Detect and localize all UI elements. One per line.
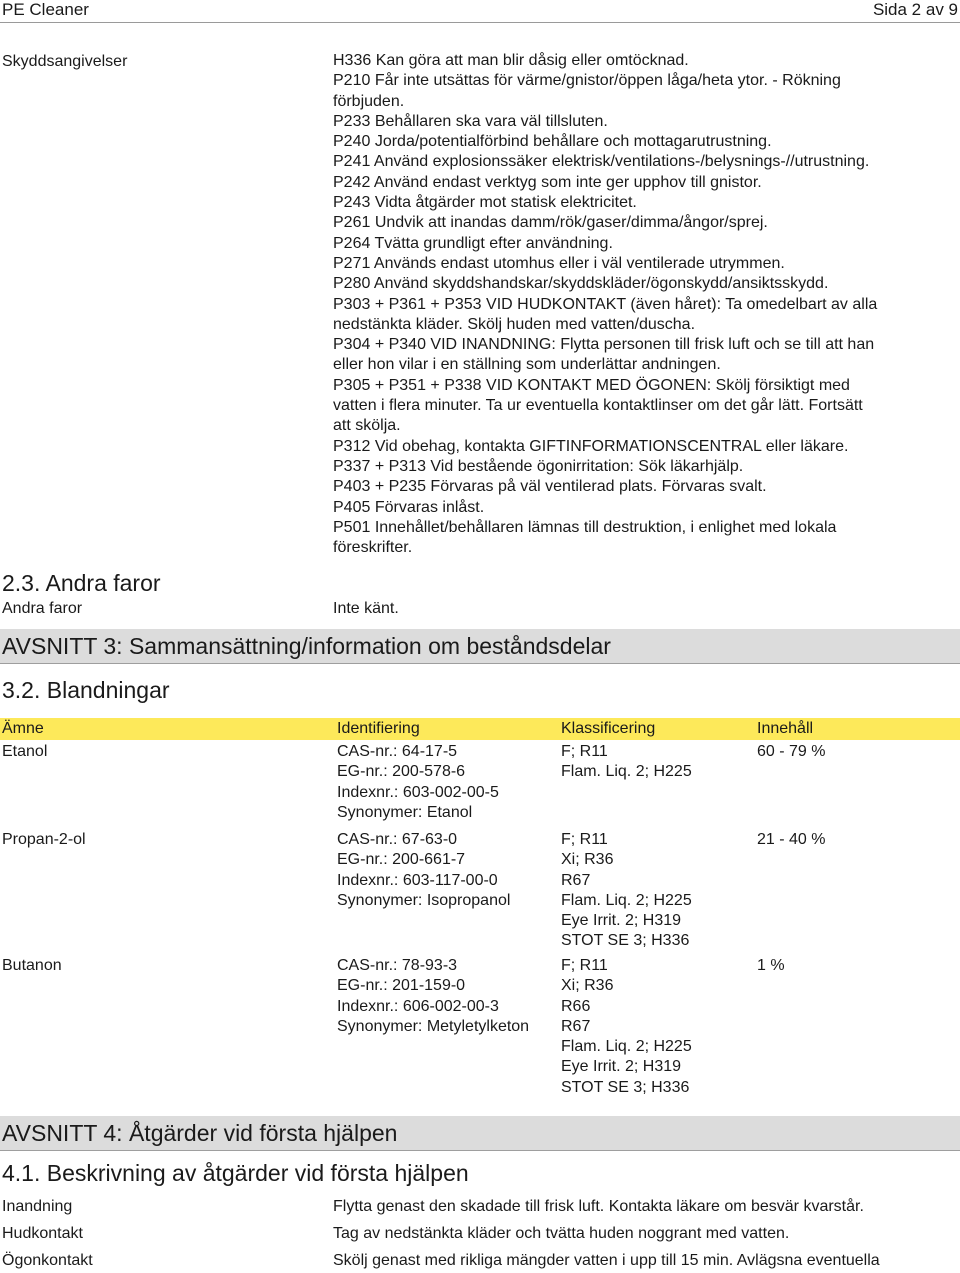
first-aid-text-inhalation: Flytta genast den skadade till frisk luft. Kontakta läkare om besvär kvarstår. — [333, 1198, 864, 1215]
table-row-classification: F; R11 Xi; R36 R67 Flam. Liq. 2; H225 Eye Irrit. 2; H319 STOT SE 3; H336 — [561, 831, 692, 950]
precautionary-line: P243 Vidta åtgärder mot statisk elektricitet. — [333, 194, 637, 212]
precautionary-line: P241 Använd explosionssäker elektrisk/ventilations-/belysnings-//utrustning. — [333, 153, 870, 171]
column-header-identification: Identifiering — [337, 720, 420, 737]
first-aid-heading: 4.1. Beskrivning av åtgärder vid första hjälpen — [2, 1160, 469, 1186]
table-row-content: 21 - 40 % — [757, 831, 826, 848]
precautionary-line: P312 Vid obehag, kontakta GIFTINFORMATIONSCENTRAL eller läkare. — [333, 437, 849, 455]
other-hazards-label: Andra faror — [2, 600, 83, 617]
precautionary-line: P337 + P313 Vid bestående ögonirritation: Sök läkarhjälp. — [333, 457, 744, 475]
precautionary-line: P303 + P361 + P353 VID HUDKONTAKT (även håret): Ta omedelbart av alla — [333, 295, 878, 313]
mixtures-heading: 3.2. Blandningar — [2, 677, 170, 703]
precautionary-line: P280 Använd skyddshandskar/skyddskläder/ögonskydd/ansiktsskydd. — [333, 275, 829, 293]
page-header — [0, 0, 960, 23]
first-aid-label-skin: Hudkontakt — [2, 1225, 83, 1242]
precautionary-line: P242 Använd endast verktyg som inte ger upphov till gnistor. — [333, 173, 762, 191]
precautionary-line: P305 + P351 + P338 VID KONTAKT MED ÖGONEN: Skölj försiktigt med — [333, 376, 850, 394]
document-title: PE Cleaner — [2, 0, 89, 19]
precautionary-line: P264 Tvätta grundligt efter användning. — [333, 234, 613, 252]
precautionary-line: P403 + P235 Förvaras på väl ventilerad plats. Förvaras svalt. — [333, 478, 767, 496]
section-3-header — [0, 629, 960, 664]
table-row-identification: CAS-nr.: 67-63-0 EG-nr.: 200-661-7 Indexnr.: 603-117-00-0 Synonymer: Isopropanol — [337, 831, 511, 909]
precautionary-line: P501 Innehållet/behållaren lämnas till destruktion, i enlighet med lokala — [333, 518, 837, 536]
precautionary-line: att skölja. — [333, 417, 401, 435]
table-row-substance: Butanon — [2, 957, 62, 974]
column-header-content: Innehåll — [757, 720, 814, 737]
table-row-classification: F; R11 Xi; R36 R66 R67 Flam. Liq. 2; H225 Eye Irrit. 2; H319 STOT SE 3; H336 — [561, 957, 692, 1096]
precautionary-line: P210 Får inte utsättas för värme/gnistor/öppen låga/heta ytor. - Rökning — [333, 72, 841, 90]
precautionary-line: föreskrifter. — [333, 539, 413, 557]
precautionary-line: P261 Undvik att inandas damm/rök/gaser/dimma/ångor/sprej. — [333, 214, 768, 232]
precautionary-line: H336 Kan göra att man blir dåsig eller omtöcknad. — [333, 52, 689, 69]
composition-table-header — [0, 718, 960, 740]
first-aid-text-eye: Skölj genast med rikliga mängder vatten i upp till 15 min. Avlägsna eventuella — [333, 1252, 880, 1269]
other-hazards-heading: 2.3. Andra faror — [2, 570, 161, 596]
section-4-title: AVSNITT 4: Åtgärder vid första hjälpen — [2, 1120, 398, 1146]
precautionary-line: P233 Behållaren ska vara väl tillsluten. — [333, 112, 608, 130]
precautionary-line: P240 Jorda/potentialförbind behållare och mottagarutrustning. — [333, 133, 772, 151]
precautionary-line: förbjuden. — [333, 92, 405, 110]
first-aid-label-eye: Ögonkontakt — [2, 1252, 93, 1269]
page-number: Sida 2 av 9 — [872, 0, 958, 19]
precautionary-line: vatten i flera minuter. Ta ur eventuella kontaktlinser om det går lätt. Fortsätt — [333, 397, 863, 415]
first-aid-label-inhalation: Inandning — [2, 1198, 73, 1215]
table-row-classification: F; R11 Flam. Liq. 2; H225 — [561, 743, 692, 781]
first-aid-text-skin: Tag av nedstänkta kläder och tvätta huden noggrant med vatten. — [333, 1225, 790, 1242]
precautionary-line: nedstänkta kläder. Skölj huden med vatten/duscha. — [333, 315, 696, 333]
section-3-title: AVSNITT 3: Sammansättning/information om beståndsdelar — [2, 633, 611, 659]
table-row-substance: Etanol — [2, 743, 48, 760]
column-header-substance: Ämne — [2, 720, 44, 737]
table-row-content: 1 % — [757, 957, 785, 974]
precautionary-line: P304 + P340 VID INANDNING: Flytta personen till frisk luft och se till att han — [333, 336, 875, 354]
table-row-substance: Propan-2-ol — [2, 831, 86, 848]
precautionary-line: eller hon vilar i en ställning som underlättar andningen. — [333, 356, 721, 374]
precautionary-statements — [333, 51, 933, 558]
precautionary-line: P405 Förvaras inlåst. — [333, 498, 485, 516]
table-row-content: 60 - 79 % — [757, 743, 826, 760]
section-4-header — [0, 1116, 960, 1151]
precautionary-label: Skyddsangivelser — [2, 53, 128, 70]
column-header-classification: Klassificering — [561, 720, 656, 737]
precautionary-line: P271 Används endast utomhus eller i väl ventilerade utrymmen. — [333, 254, 785, 272]
table-row-identification: CAS-nr.: 64-17-5 EG-nr.: 200-578-6 Indexnr.: 603-002-00-5 Synonymer: Etanol — [337, 743, 499, 821]
table-row-identification: CAS-nr.: 78-93-3 EG-nr.: 201-159-0 Indexnr.: 606-002-00-3 Synonymer: Metyletylketon — [337, 957, 530, 1035]
other-hazards-value: Inte känt. — [333, 600, 399, 617]
